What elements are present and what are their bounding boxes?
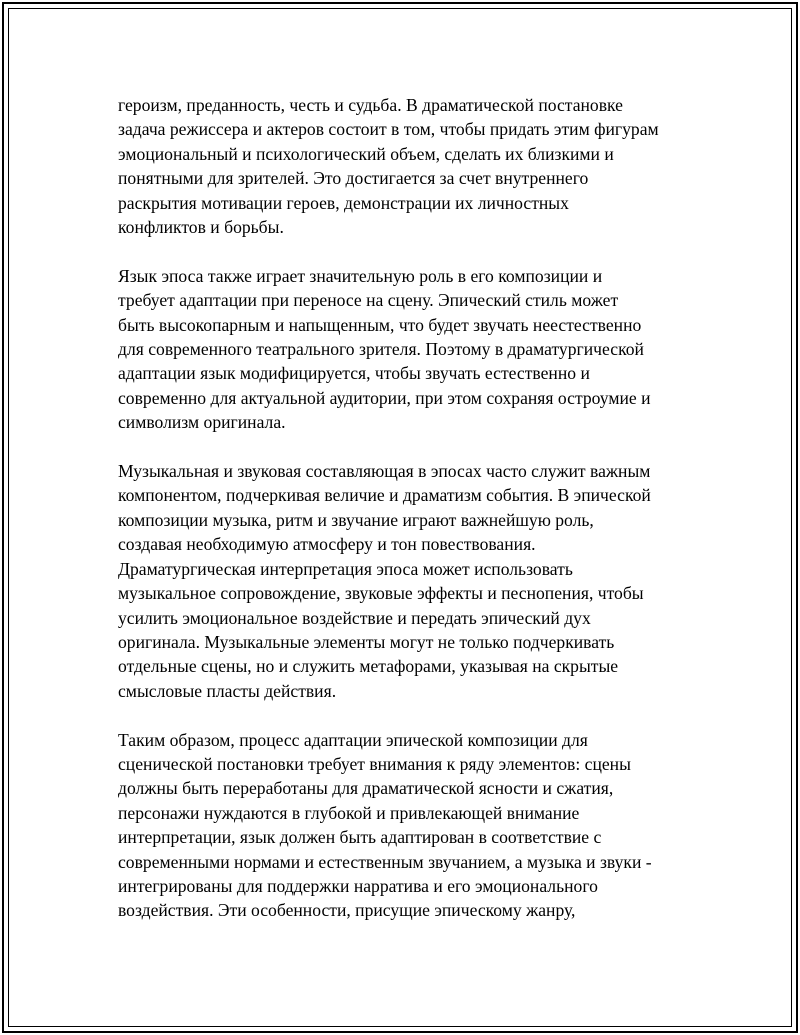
document-body <box>118 93 698 947</box>
text-line: героизм, преданность, честь и судьба. В драматической постановке <box>118 95 623 115</box>
text-line: персонажи нуждаются в глубокой и привлекающей внимание <box>118 802 580 823</box>
text-line: требует адаптации при переносе на сцену. Эпический стиль может <box>118 290 619 311</box>
text-line: создавая необходимую атмосферу и тон повествования. <box>118 534 536 555</box>
text-line: воздействия. Эти особенности, присущие эпическому жанру, <box>118 900 576 921</box>
text-line: для современного театрального зрителя. Поэтому в драматургической <box>118 339 644 360</box>
paragraph-2 <box>118 264 698 435</box>
text-line: адаптации язык модифицируется, чтобы звучать естественно и <box>118 363 590 384</box>
text-line: Драматургическая интерпретация эпоса может использовать <box>118 558 573 579</box>
text-line: Таким образом, процесс адаптации эпической композиции для <box>118 729 588 750</box>
paragraph-3 <box>118 459 698 703</box>
text-line: эмоциональный и психологический объем, сделать их близкими и <box>118 143 614 164</box>
text-line: быть высокопарным и напыщенным, что будет звучать неестественно <box>118 314 642 335</box>
text-line: современно для актуальной аудитории, при этом сохраняя остроумие и <box>118 387 651 408</box>
text-line: Язык эпоса также играет значительную роль в его композиции и <box>118 265 603 286</box>
text-line: композиции музыка, ритм и звучание играют важнейшую роль, <box>118 509 594 530</box>
text-line: интегрированы для поддержки нарратива и его эмоционального <box>118 875 598 896</box>
text-line: интерпретации, язык должен быть адаптирован в соответствие с <box>118 827 602 848</box>
text-line: понятными для зрителей. Это достигается за счет внутреннего <box>118 168 589 189</box>
text-line: раскрытия мотивации героев, демонстрации их личностных <box>118 192 569 213</box>
text-line: компонентом, подчеркивая величие и драматизм события. В эпической <box>118 485 651 506</box>
text-line: оригинала. Музыкальные элементы могут не только подчеркивать <box>118 631 615 652</box>
paragraph-4 <box>118 728 698 923</box>
text-line: должны быть переработаны для драматической ясности и сжатия, <box>118 778 614 799</box>
text-line: современными нормами и естественным звучанием, а музыка и звуки - <box>118 851 652 872</box>
text-line: отдельные сцены, но и служить метафорами, указывая на скрытые <box>118 656 619 677</box>
text-line: задача режиссера и актеров состоит в том, чтобы придать этим фигурам <box>118 119 659 140</box>
paragraph-1 <box>118 93 698 239</box>
text-line: смысловые пласты действия. <box>118 680 337 701</box>
text-line: Музыкальная и звуковая составляющая в эпосах часто служит важным <box>118 461 651 482</box>
text-line: усилить эмоциональное воздействие и передать эпический дух <box>118 607 591 628</box>
text-line: сценической постановки требует внимания к ряду элементов: сцены <box>118 753 631 774</box>
text-line: музыкальное сопровождение, звуковые эффекты и песнопения, чтобы <box>118 583 644 604</box>
text-line: конфликтов и борьбы. <box>118 217 284 238</box>
text-line: символизм оригинала. <box>118 412 286 433</box>
